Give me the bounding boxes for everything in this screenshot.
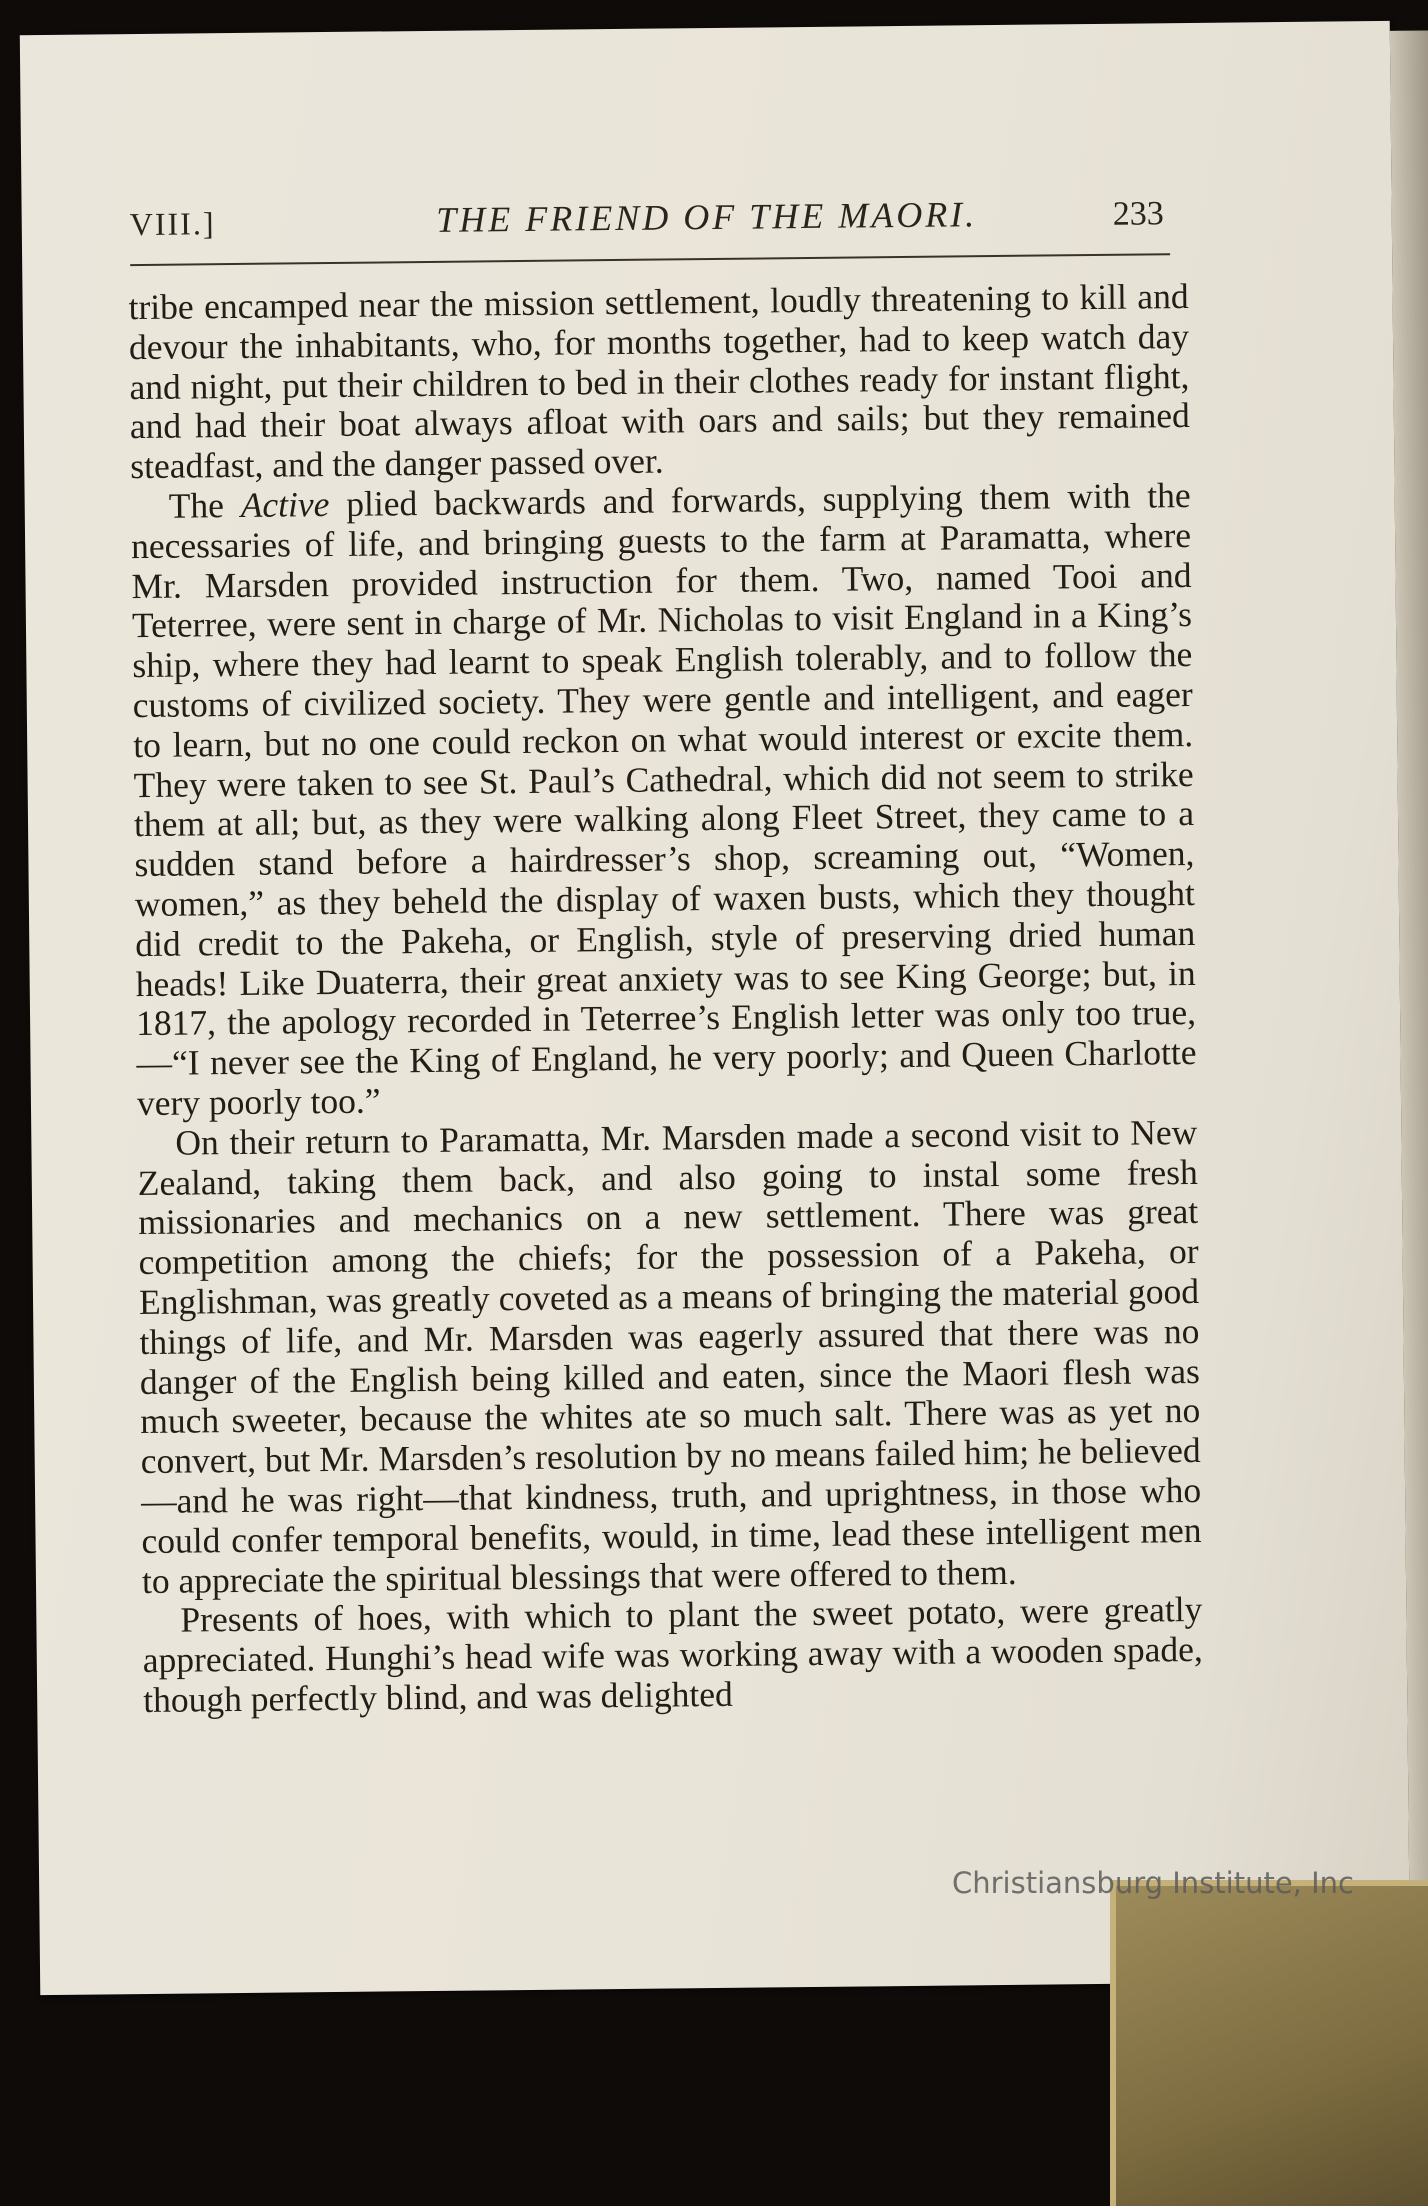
chapter-marker: VIII.] [129,205,216,243]
running-title: THE FRIEND OF THE MAORI. [436,194,978,240]
paragraph-4: Presents of hoes, with which to plant the sweet potato, were greatly appreciated. Hunghi’s head wife was working away with a wooden spade, though perfectly blind, and was delighted [142,1589,1203,1720]
paragraph-2-rest: plied backwards and forwards, supplying them with the necessaries of life, and bringing guests to the farm at Paramatta, where Mr. Marsden provided instruction for them. Two, named Tooi and Teterree, were sent in charge of Mr. Nicholas to visit England in a King’s ship, where they had learnt to speak English tolerably, and to follow the customs of civilized society. They were gentle and intelligent, and eager to learn, but no one could reckon on what would interest or excite them. They were taken to see St. Paul’s Cathedral, which did not seem to strike them at all; but, as they were walking along Fleet Street, they came to a sudden stand before a hairdresser’s shop, screaming out, “Women, women,” as they beheld the display of waxen busts, which they thought did credit to the Pakeha, or English, style of preserving dried human heads! Like Duaterra, their great anxiety was to see King George; but, in 1817, the apology recorded in Teterree’s English letter was only too true,—“I never see the King of England, he very poorly; and Queen Charlotte very poorly too.” [130,474,1197,1123]
page-edge [1390,30,1428,1910]
corner-card [1110,1880,1428,2206]
book-page [20,21,1410,1995]
watermark: Christiansburg Institute, Inc [952,1866,1354,1900]
body-text [128,277,1203,1721]
paragraph-3: On their return to Paramatta, Mr. Marsden made a second visit to New Zealand, taking them back, and also going to instal some fresh missionaries and mechanics on a new settlement. There was great competition among the chiefs; for the possession of a Pakeha, or Englishman, was greatly coveted as a means of bringing the material good things of life, and Mr. Marsden was eagerly assured that there was no danger of the English being killed and eaten, since the Maori flesh was much sweeter, because the whites ate so much salt. There was as yet no convert, but Mr. Marsden’s resolution by no means failed him; he believed—and he was right—that kindness, truth, and uprightness, in those who could confer temporal benefits, would, in time, lead these intelligent men to appreciate the spiritual blessings that were offered to them. [137,1111,1202,1601]
paragraph-2-lead: The [168,484,241,526]
ship-name: Active [240,483,330,525]
paragraph-1: tribe encamped near the mission settlement, loudly threatening to kill and devour the inhabitants, who, for months together, had to keep watch day and night, put their children to bed in their clothes ready for instant flight, and had their boat always afloat with oars and sails; but they remained steadfast, and the danger passed over. [128,276,1191,487]
running-header [20,21,1392,275]
paragraph-2 [131,476,1198,1124]
page-number: 233 [1112,195,1164,233]
